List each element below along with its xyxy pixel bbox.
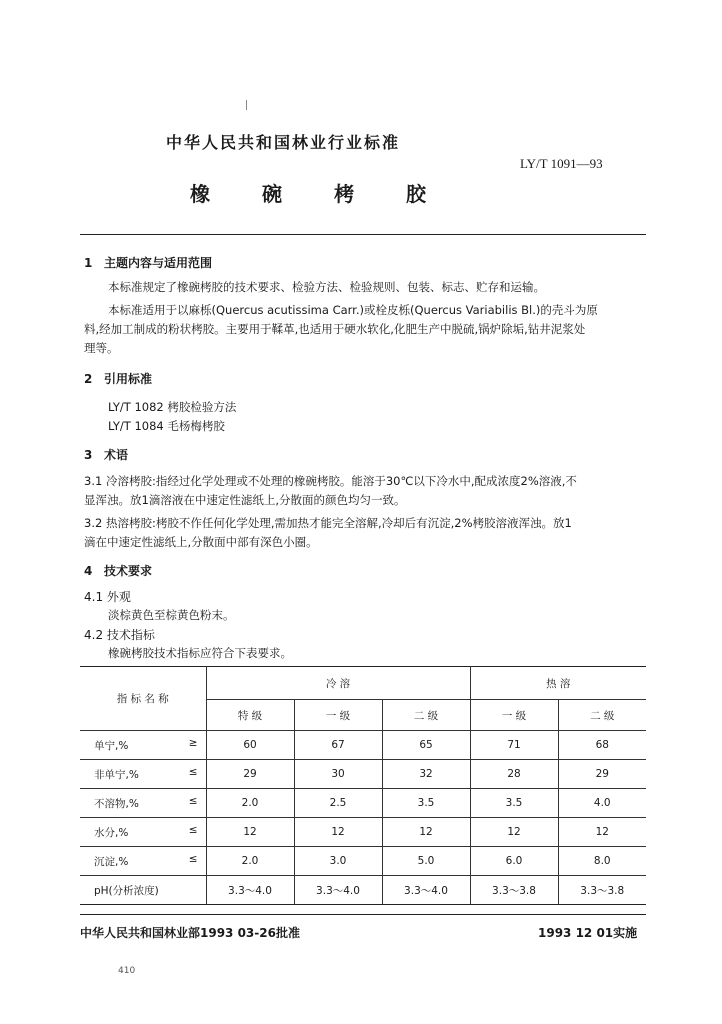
value-cell: 12 [470, 818, 558, 847]
value-cell: 67 [294, 731, 382, 760]
title-char: 碗 [262, 182, 282, 206]
grade-header: 特 级 [206, 700, 294, 731]
table-row [80, 760, 646, 789]
value-cell: 3.3～4.0 [206, 876, 294, 905]
term-3-1-line-1: 3.1 冷溶栲胶:指经过化学处理或不处理的橡碗栲胶。能溶于30℃以下冷水中,配成浓度2%溶液,不 [84, 474, 577, 488]
document-title [190, 178, 426, 207]
value-cell: 60 [206, 731, 294, 760]
value-cell: 71 [470, 731, 558, 760]
term-3-1-line-2: 显浑浊。放1滴溶液在中速定性滤纸上,分散面的颜色均匀一致。 [84, 493, 406, 507]
grade-header: 一 级 [470, 700, 558, 731]
title-char: 栲 [334, 182, 354, 206]
value-cell: 3.3～3.8 [558, 876, 646, 905]
table-row [80, 731, 646, 760]
page-number: 410 [118, 966, 136, 976]
effective-date: 1993 12 01实施 [538, 926, 638, 940]
section-1-heading: 1 主题内容与适用范围 [84, 256, 213, 270]
value-cell: 2.5 [294, 789, 382, 818]
section-1-para-2-line-1: 本标准适用于以麻栎(Quercus acutissima Carr.)或栓皮栎(Quercus Variabilis Bl.)的壳斗为原 [108, 303, 598, 317]
value-cell: 4.0 [558, 789, 646, 818]
section-3-heading: 3 术语 [84, 448, 129, 462]
value-cell: 3.3～3.8 [470, 876, 558, 905]
reference-2: LY/T 1084 毛杨梅栲胶 [108, 419, 225, 433]
value-cell: 28 [470, 760, 558, 789]
section-1-para-2-line-2: 料,经加工制成的粉状栲胶。主要用于鞣革,也适用于硬水软化,化肥生产中脱硫,锅炉除垢,钻井泥浆处 [84, 322, 586, 336]
value-cell: 3.3～4.0 [294, 876, 382, 905]
value-cell: 8.0 [558, 847, 646, 876]
value-cell: 12 [206, 818, 294, 847]
value-cell: 2.0 [206, 789, 294, 818]
grade-header: 二 级 [558, 700, 646, 731]
term-3-2-line-1: 3.2 热溶栲胶:栲胶不作任何化学处理,需加热才能完全溶解,冷却后有沉淀,2%栲胶溶液浑浊。放1 [84, 516, 572, 530]
header-rule [80, 234, 646, 235]
item-cell: 不溶物,% ≤ [80, 789, 206, 818]
item-cell: pH(分析浓度) [80, 876, 206, 905]
standard-code: LY/T 1091—93 [520, 156, 603, 171]
value-cell: 12 [382, 818, 470, 847]
subsection-4-1: 4.1 外观 [84, 590, 131, 604]
item-cell: 沉淀,% ≤ [80, 847, 206, 876]
value-cell: 32 [382, 760, 470, 789]
title-char: 胶 [406, 182, 426, 206]
value-cell: 3.5 [470, 789, 558, 818]
section-2-heading: 2 引用标准 [84, 372, 153, 386]
value-cell: 68 [558, 731, 646, 760]
table-row [80, 789, 646, 818]
table-row [80, 818, 646, 847]
value-cell: 29 [558, 760, 646, 789]
value-cell: 29 [206, 760, 294, 789]
table-row [80, 847, 646, 876]
subsection-4-2-text: 橡碗栲胶技术指标应符合下表要求。 [108, 646, 292, 660]
issuing-org-title: 中华人民共和国林业行业标准 [166, 133, 401, 152]
value-cell: 12 [294, 818, 382, 847]
section-4-heading: 4 技术要求 [84, 564, 153, 578]
value-cell: 3.5 [382, 789, 470, 818]
value-cell: 65 [382, 731, 470, 760]
group-hot-header: 热 溶 [470, 667, 646, 700]
section-1-para-2-line-3: 理等。 [84, 341, 119, 355]
item-header: 指 标 名 称 [80, 667, 206, 731]
value-cell: 3.3～4.0 [382, 876, 470, 905]
subsection-4-2: 4.2 技术指标 [84, 628, 155, 642]
reference-1: LY/T 1082 栲胶检验方法 [108, 400, 237, 414]
term-3-2-line-2: 滴在中速定性滤纸上,分散面中部有深色小圈。 [84, 535, 318, 549]
title-char: 橡 [190, 182, 210, 206]
value-cell: 30 [294, 760, 382, 789]
item-cell: 单宁,% ≥ [80, 731, 206, 760]
section-1-para-1: 本标准规定了橡碗栲胶的技术要求、检验方法、检验规则、包装、标志、贮存和运输。 [108, 280, 545, 294]
value-cell: 5.0 [382, 847, 470, 876]
value-cell: 2.0 [206, 847, 294, 876]
subsection-4-1-text: 淡棕黄色至棕黄色粉末。 [108, 608, 235, 622]
footer-rule [80, 914, 646, 915]
scan-mark [246, 100, 247, 110]
table-row [80, 876, 646, 905]
spec-table [80, 666, 646, 905]
item-cell: 非单宁,% ≤ [80, 760, 206, 789]
grade-header: 二 级 [382, 700, 470, 731]
value-cell: 3.0 [294, 847, 382, 876]
item-cell: 水分,% ≤ [80, 818, 206, 847]
grade-header: 一 级 [294, 700, 382, 731]
group-cold-header: 冷 溶 [206, 667, 470, 700]
value-cell: 6.0 [470, 847, 558, 876]
approval-text: 中华人民共和国林业部1993 03-26批准 [80, 926, 300, 940]
value-cell: 12 [558, 818, 646, 847]
